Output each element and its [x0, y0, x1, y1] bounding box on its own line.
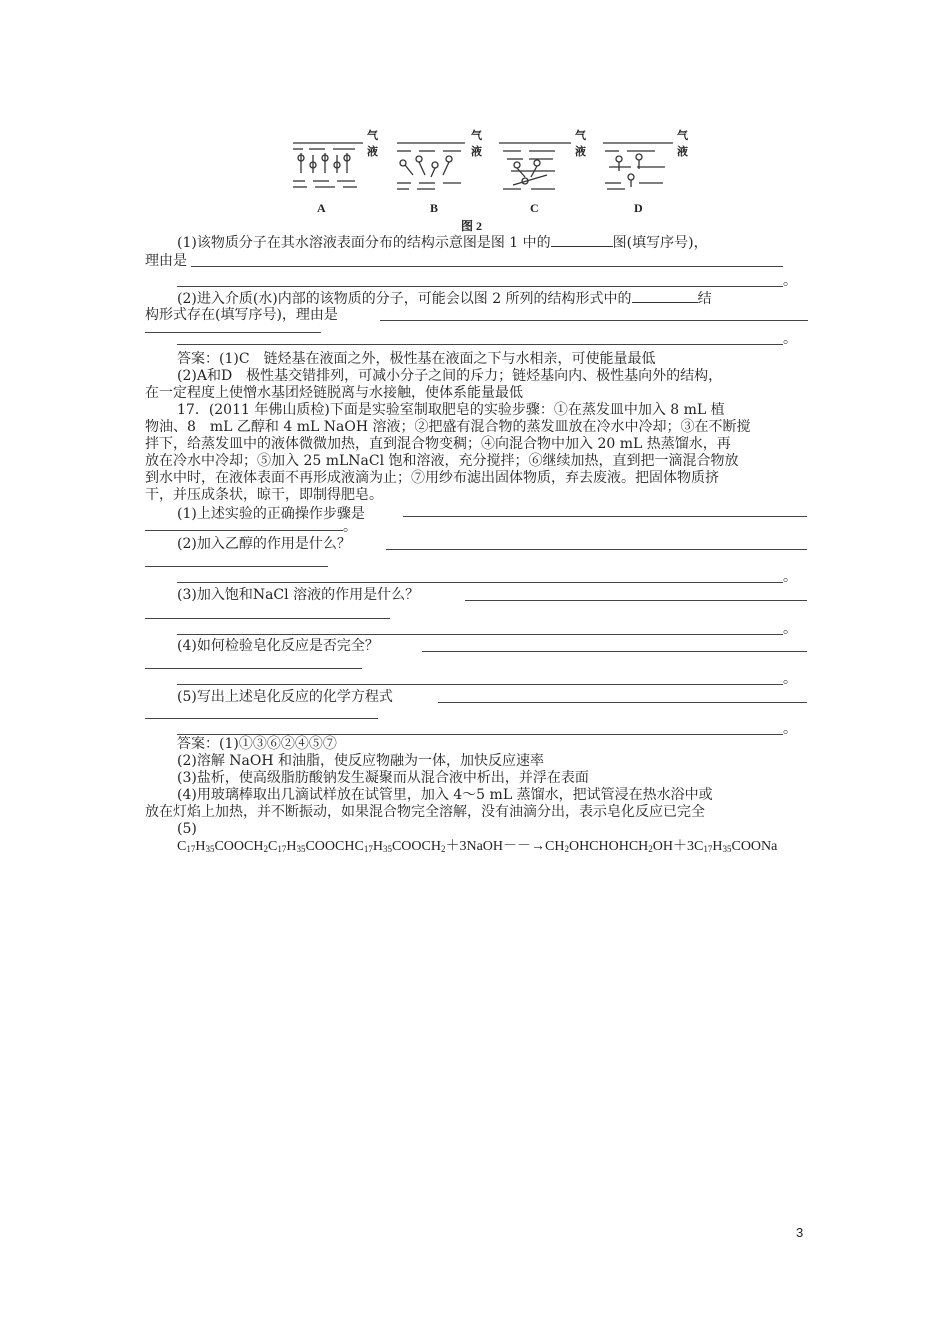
- ans17-line5: 放在灯焰上加热，并不断振动，如果混合物完全溶解，没有油滴分出，表示皂化反应已完全: [145, 804, 705, 820]
- eq-sub: 35: [382, 844, 392, 854]
- q17-line2: 物油、8 mL 乙醇和 4 mL NaOH 溶液；②把盛有混合物的蒸发皿放在冷水中冷却；③在不断搅: [145, 419, 751, 435]
- eq-sub: 35: [722, 844, 732, 854]
- eq-sub: 2: [263, 844, 268, 854]
- q17-sub3-period: 。: [783, 621, 797, 637]
- q16-part2-text-b: 结: [697, 291, 712, 307]
- ans17-equation: [177, 838, 839, 856]
- gas-label-b: 气: [471, 129, 482, 142]
- q16-part1-blank[interactable]: [551, 232, 613, 247]
- q16-part2-reason-line2[interactable]: [145, 332, 321, 333]
- q17-sub1: (1)上述实验的正确操作步骤是: [177, 506, 365, 522]
- q16-part2-reason-line3[interactable]: [177, 344, 783, 345]
- q17-sub5-line1[interactable]: [438, 702, 807, 703]
- eq-part: COOCH: [391, 839, 441, 854]
- ans16-line3: 在一定程度上使憎水基团烃链脱离与水接触，使体系能量最低: [145, 385, 523, 401]
- eq-sub: 2: [648, 844, 653, 854]
- q17-sub2-line2[interactable]: [145, 566, 328, 567]
- ans17-line1: 答案：(1)①③⑥②④⑤⑦: [177, 736, 337, 752]
- q16-part2-text-a: (2)进入介质(水)内部的该物质的分子，可能会以图 2 所列的结构形式中的: [177, 291, 632, 307]
- eq-sub: 2: [564, 844, 569, 854]
- q17-sub1-period: 。: [343, 519, 357, 535]
- eq-part: COOCH: [214, 839, 264, 854]
- q17-sub1-line2[interactable]: [145, 530, 343, 531]
- eq-part: H: [712, 839, 723, 854]
- eq-sub: 2: [440, 844, 446, 854]
- q17-sub4: (4)如何检验皂化反应是否完全？: [177, 638, 379, 654]
- q17-sub3-line1[interactable]: [465, 600, 807, 601]
- panel-label-a: A: [317, 201, 326, 215]
- q17-sub4-line3[interactable]: [177, 684, 783, 685]
- q16-part2-line1: [145, 288, 839, 308]
- q17-sub2-line3[interactable]: [177, 582, 783, 583]
- eq-part: H: [286, 839, 297, 854]
- eq-part: OHCHOHCH: [568, 839, 649, 854]
- liquid-label-d: 液: [677, 145, 688, 158]
- q17-sub3: (3)加入饱和NaCl 溶液的作用是什么？: [177, 587, 420, 603]
- q17-sub4-line2[interactable]: [145, 668, 362, 669]
- ans17-line6: (5): [177, 821, 197, 837]
- eq-part: ＋3NaOH－－→CH: [445, 839, 565, 854]
- q17-sub2-line1[interactable]: [386, 549, 807, 550]
- ans16-line2: (2)A和D 极性基交错排列，可减小分子之间的斥力；链烃基向内、极性基向外的结构，: [177, 368, 723, 384]
- q17-sub2: (2)加入乙醇的作用是什么？: [177, 536, 351, 552]
- q16-part1-text-c: 理由是: [145, 253, 187, 269]
- liquid-label-b: 液: [471, 145, 482, 158]
- q16-part2-text-c: 构形式存在(填写序号)，理由是: [145, 307, 338, 323]
- q16-part2-blank[interactable]: [632, 288, 698, 303]
- eq-part: COONa: [731, 839, 778, 854]
- q17-sub4-period: 。: [783, 671, 797, 687]
- q16-part1-reason-line2[interactable]: [177, 286, 783, 287]
- q17-sub5-line2[interactable]: [145, 718, 378, 719]
- q17-line1: 17．(2011 年佛山质检)下面是实验室制取肥皂的实验步骤：①在蒸发皿中加入 8 mL 植: [177, 402, 725, 418]
- q17-sub5: (5)写出上述皂化反应的化学方程式: [177, 689, 393, 705]
- panel-label-c: C: [530, 201, 539, 215]
- q16-part1-text-a: (1)该物质分子在其水溶液表面分布的结构示意图是图 1 中的: [177, 235, 551, 251]
- q17-sub3-line3[interactable]: [177, 634, 783, 635]
- q16-part1-line1: [145, 232, 839, 252]
- q16-part1-period: 。: [783, 273, 797, 289]
- eq-part: OH＋3C: [652, 839, 704, 854]
- figure-caption: 图 2: [461, 219, 483, 233]
- q16-part1-text-b: 图(填写序号)，: [612, 235, 708, 251]
- ans17-line4: (4)用玻璃棒取出几滴试样放在试管里，加入 4～5 mL 蒸馏水，把试管浸在热水浴中或: [177, 787, 713, 803]
- liquid-label-a: 液: [367, 145, 378, 158]
- eq-sub: 35: [205, 844, 215, 854]
- eq-sub: 17: [363, 844, 373, 854]
- figure-2: [285, 125, 705, 233]
- gas-label-c: 气: [575, 129, 586, 142]
- surfactant-diagram: [285, 125, 705, 205]
- gas-label-d: 气: [677, 129, 688, 142]
- page-number: 3: [796, 1225, 804, 1240]
- eq-part: C: [177, 839, 187, 854]
- q16-part2-period: 。: [783, 331, 797, 347]
- q17-sub1-line1[interactable]: [403, 516, 807, 517]
- q17-line5: 到水中时，在液体表面不再形成液滴为止；⑦用纱布滤出固体物质，弃去废液。把固体物质挤: [145, 470, 719, 486]
- q17-sub2-period: 。: [783, 569, 797, 585]
- liquid-label-c: 液: [575, 145, 586, 158]
- q16-part2-reason-line1[interactable]: [380, 320, 808, 321]
- panel-label-d: D: [634, 201, 643, 215]
- ans16-line1: 答案：(1)C 链烃基在液面之外，极性基在液面之下与水相亲，可使能量最低: [177, 351, 656, 367]
- q17-line3: 拌下，给蒸发皿中的液体微微加热，直到混合物变稠；④向混合物中加入 20 mL 热蒸馏水，再: [145, 436, 731, 452]
- eq-part: C: [267, 839, 278, 854]
- ans17-line3: (3)盐析，使高级脂肪酸钠发生凝聚而从混合液中析出，并浮在表面: [177, 770, 589, 786]
- q17-sub5-period: 。: [783, 721, 797, 737]
- eq-part: COOCHC: [305, 839, 364, 854]
- eq-sub: 17: [277, 844, 287, 854]
- q16-part1-reason-line1[interactable]: [191, 266, 783, 267]
- q16-part2-line2: [145, 306, 807, 324]
- q16-part1-line2: [145, 252, 807, 270]
- q17-sub3-line2[interactable]: [145, 618, 390, 619]
- eq-part: H: [195, 839, 206, 854]
- eq-sub: 17: [703, 844, 713, 854]
- q17-line6: 干，并压成条状，晾干，即制得肥皂。: [145, 487, 383, 503]
- eq-part: H: [372, 839, 383, 854]
- q17-sub4-line1[interactable]: [422, 651, 807, 652]
- eq-sub: 17: [186, 844, 196, 854]
- eq-sub: 35: [296, 844, 306, 854]
- panel-label-b: B: [430, 201, 439, 215]
- ans17-line2: (2)溶解 NaOH 和油脂，使反应物融为一体，加快反应速率: [177, 753, 545, 769]
- q17-line4: 放在冷水中冷却；⑤加入 25 mLNaCl 饱和溶液，充分搅拌；⑥继续加热，直到把一滴混合物放: [145, 453, 739, 469]
- gas-label-a: 气: [367, 129, 378, 142]
